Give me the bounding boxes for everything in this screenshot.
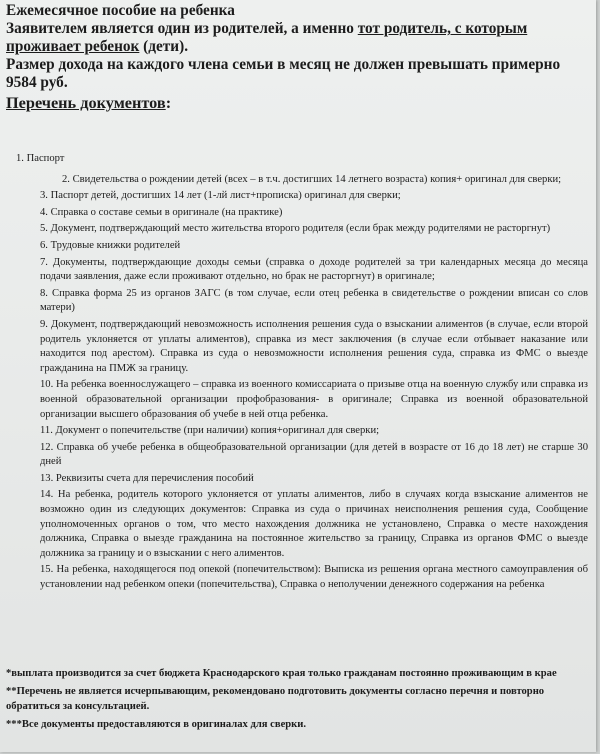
documents-heading-text: Перечень документов <box>6 93 166 112</box>
list-item: 7. Документы, подтверждающие доходы семьи (справка о доходе родителей за три календарных месяца до месяца подачи заявления, даже если проживают отдельно, но брак не расторгнут) в оригинале; <box>40 256 588 283</box>
list-item: 4. Справка о составе семьи в оригинале (на практике) <box>40 206 283 218</box>
list-item: 9. Документ, подтверждающий невозможность исполнения решения суда о взыскании алиментов (в случае, если второй родитель уклоняется от уплаты алиментов), справка из мест заключения (в случае если отбывает наказание или находится под арестом). Справка из суда о невозможности исполнения решения суда, справка из ФМС о выезде гражданина на ПМЖ за границу. <box>40 318 588 374</box>
list-item-passport: 1. Паспорт <box>16 153 65 164</box>
footnote-3: ***Все документы предоставляются в оригиналах для сверки. <box>6 719 307 730</box>
income-limit: Размер дохода на каждого члена семьи в месяц не должен превышать примерно 9584 руб. <box>6 56 561 91</box>
documents-sublist <box>40 173 588 593</box>
list-item: 11. Документ о попечительстве (при наличии) копия+оригинал для сверки; <box>40 425 380 437</box>
document-title: Ежемесячное пособие на ребенка <box>6 2 235 19</box>
documents-heading <box>6 92 588 113</box>
footnotes <box>6 666 590 735</box>
list-item: 13. Реквизиты счета для перечисления пособий <box>40 472 254 484</box>
applicant-suffix: (дети). <box>139 38 189 55</box>
list-item: 8. Справка форма 25 из органов ЗАГС (в том случае, если отец ребенка в свидетельстве о рождении вписан со слов матери) <box>40 287 588 314</box>
list-item: 3. Паспорт детей, достигших 14 лет (1-лй лист+прописка) оригинал для сверки; <box>40 190 401 202</box>
footnote-1: *выплата производится за счет бюджета Краснодарского края только гражданам постоянно проживающим в крае <box>6 668 557 679</box>
list-item: 5. Документ, подтверждающий место жительства второго родителя (если брак между родителями не расторгнут) <box>40 223 551 235</box>
applicant-prefix: Заявителем является один из родителей, а именно <box>6 20 358 37</box>
documents-heading-colon: : <box>165 93 172 112</box>
list-item: 2. Свидетельства о рождении детей (всех – в т.ч. достигших 14 летнего возраста) копия+ оригинал для сверки; <box>62 173 562 185</box>
list-item: 6. Трудовые книжки родителей <box>40 239 181 251</box>
applicant-underlined: тот родитель, с которым проживает ребенок <box>6 20 528 55</box>
applicant-statement <box>6 20 588 56</box>
document-header <box>6 2 588 113</box>
footnote-2: **Перечень не является исчерпывающим, рекомендовано подготовить документы согласно перечня и повторно обратиться за консультацией. <box>6 686 545 712</box>
list-item: 15. На ребенка, находящегося под опекой (попечительством): Выписка из решения органа местного самоуправления об установлении над ребенком опеки (попечительства), Справка о неполучении денежного содержания на ребенка <box>40 564 588 591</box>
list-item: 14. На ребенка, родитель которого уклоняется от уплаты алиментов, либо в случаях когда взыскание алиментов не возможно один из следующих документов: Справка из суда о причинах неисполнения решения суда, Сообщение уполномоченных органов о том, что место нахождения должника не установлено, Справка о месте нахождения должника, Справка о выезде гражданина на постоянное жительство за границу, Справка из органов ФМС о выезде должника за границу и о взыскании с него алиментов. <box>40 489 588 559</box>
list-item: 12. Справка об учебе ребенка в общеобразовательной организации (для детей в возрасте от 16 до 18 лет) не старше 30 дней <box>40 441 588 468</box>
list-item: 10. На ребенка военнослужащего – справка из военного комиссариата о призыве отца на военную службу или справка из военной образовательной организации профобразования- в оригинале; Справка из военной образовательной организации высшего образования об учебе в ней отца ребенка. <box>40 379 588 420</box>
documents-list <box>16 152 588 595</box>
